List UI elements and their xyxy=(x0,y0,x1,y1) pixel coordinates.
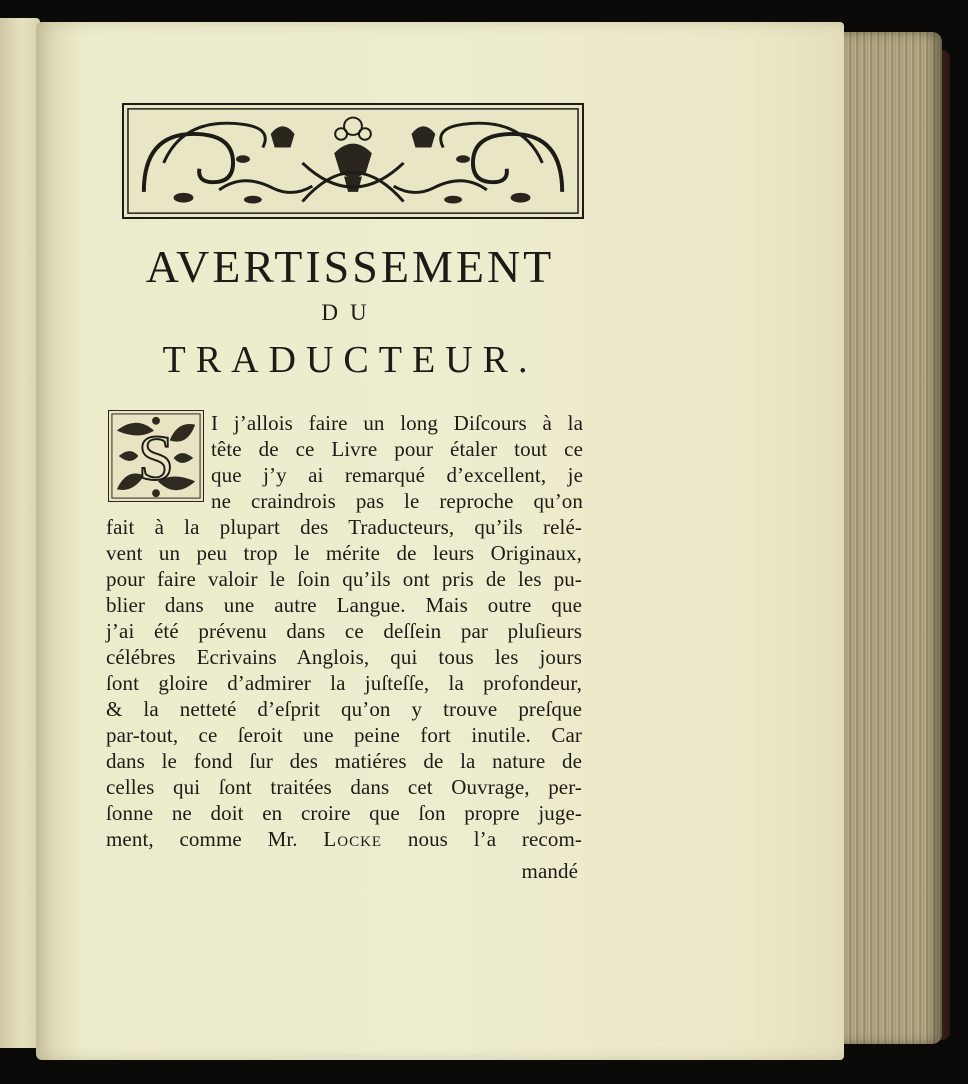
body-line: ſont gloire d’admirer la juſteſſe, la profondeur, xyxy=(106,671,582,695)
body-line: I j’allois faire un long Diſcours à la xyxy=(211,411,583,435)
body-line: par-tout, ce ſeroit une peine fort inutile. Car xyxy=(106,723,582,747)
body-line: blier dans une autre Langue. Mais outre que xyxy=(106,593,582,617)
decorated-initial xyxy=(108,410,204,502)
catchword: mandé xyxy=(521,859,578,883)
body-line: vent un peu trop le mérite de leurs Originaux, xyxy=(106,541,582,565)
page-title: AVERTISSEMENT xyxy=(145,241,555,292)
last-line-before: ment, comme Mr. xyxy=(106,827,324,851)
body-line: que j’y ai remarqué d’excellent, je xyxy=(211,463,583,487)
body-line: & la netteté d’eſprit qu’on y trouve preſque xyxy=(106,697,582,721)
body-line: j’ai été prévenu dans ce deſſein par pluſieurs xyxy=(106,619,582,643)
ornamental-headpiece xyxy=(122,103,584,219)
body-line: ſonne ne doit en croire que ſon propre juge- xyxy=(106,801,582,825)
subtitle-du: DU xyxy=(321,300,379,325)
body-line-last xyxy=(106,826,582,852)
left-page-edge xyxy=(0,18,40,1048)
dropcap-letter: S xyxy=(138,421,174,494)
body-line: ne craindrois pas le reproche qu’on xyxy=(211,489,583,513)
author-name: Locke xyxy=(323,827,383,851)
last-line-after: nous l’a recom- xyxy=(382,827,582,851)
body-line: célébres Ecrivains Anglois, qui tous les jours xyxy=(106,645,582,669)
floral-ornament-icon xyxy=(124,105,582,217)
body-line: celles qui ſont traitées dans cet Ouvrage, per- xyxy=(106,775,582,799)
body-line: fait à la plupart des Traducteurs, qu’ils relé- xyxy=(106,515,582,539)
page-edges xyxy=(838,32,942,1044)
body-line: tête de ce Livre pour étaler tout ce xyxy=(211,437,583,461)
subtitle-traducteur: TRADUCTEUR. xyxy=(162,339,538,381)
body-line: pour faire valoir le ſoin qu’ils ont pris de les pu- xyxy=(106,567,582,591)
body-line: dans le fond ſur des matiéres de la nature de xyxy=(106,749,582,773)
